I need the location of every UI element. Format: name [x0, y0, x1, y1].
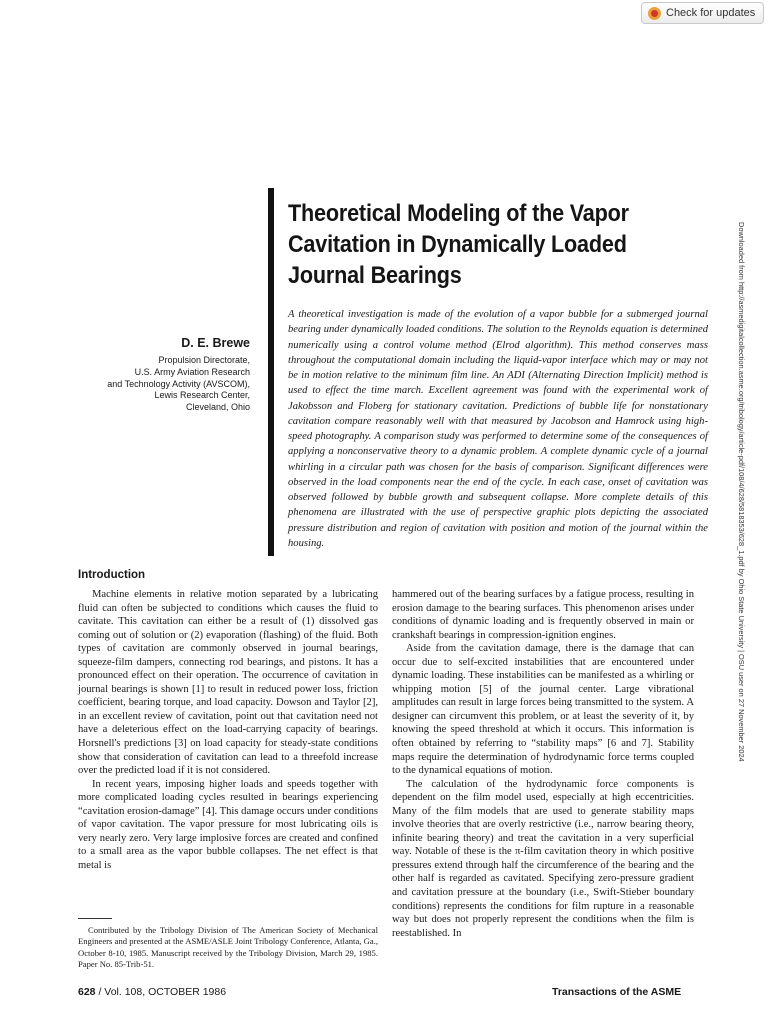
paragraph: Machine elements in relative motion separated by a lubricating fluid can often be subjected to conditions which causes the fluid to cavitate. This cavitation can either be a result of (1) dissolved gas coming out of solution or (2) evaporation (flashing) of the fluid. Both types of cavitation are commonly observed in journal bearings, squeeze-film dampers, connecting rod bearings, and pistons. It has a pronounced effect on their operation. The occurrence of cavitation in journal bearings is shown [1] to result in reduced power loss, friction coefficient, bearing torque, and load capacity. Dowson and Taylor [2], in an excellent review of cavitation, point out that cavitation need not have a deleterious effect on the load-carrying capacity of bearings. Horsnell's predictions [3] on load capacity for steady-state conditions show that consideration of cavitation can lead to a threefold increase over the predicted load if it is not considered. — [78, 589, 378, 777]
check-for-updates-button[interactable] — [641, 2, 764, 24]
download-watermark-text: Downloaded from http://asmedigitalcollection.asme.org/tribology/article-pdf/108/4/628/5818353/628_1.pdf by Ohio State University | OSU user on 27 November 2024 — [737, 222, 746, 762]
affiliation-line: and Technology Activity (AVSCOM), — [107, 378, 250, 389]
title-line-3: Journal Bearings — [288, 262, 462, 289]
left-column — [78, 588, 378, 872]
paragraph: hammered out of the bearing surfaces by a fatigue process, resulting in erosion damage to the bearing surfaces. This phenomenon arises under conditions of dynamic loading and is frequently observed in main or crankshaft bearings in compression-ignition engines. — [392, 589, 694, 641]
paragraph: The calculation of the hydrodynamic force components is dependent on the film model used, especially at high eccentricities. Many of the film models that are used to generate stability maps involve theories that are overly restrictive (i.e., narrow bearing theory, infinite bearing theory) and treat the cavitation in a very superficial way. Notable of these is the π-film cavitation theory in which positive pressures extend through half the circumference of the bearing and the other half is regarded as cavitated. Specifying zero-pressure gradient and cavitation pressure at the boundary (i.e., Swift-Stieber boundary conditions) represents the conditions for film rupture in a reasonable way but does not properly represent the conditions when the film is reestablished. In — [392, 778, 694, 939]
title-line-1: Theoretical Modeling of the Vapor — [288, 200, 629, 227]
affiliation-line: Lewis Research Center, — [154, 390, 250, 401]
footnote: Contributed by the Tribology Division of The American Society of Mechanical Engineers and presented at the ASME/ASLE Joint Tribology Conference, Atlanta, Ga., October 8-10, 1985. Manuscript received by the Tribology Division, March 29, 1985. Paper No. 85-Trib-51. — [78, 925, 378, 969]
affiliation-line: Propulsion Directorate, — [158, 355, 250, 365]
check-for-updates-label: Check for updates — [666, 7, 756, 19]
section-heading-introduction: Introduction — [78, 569, 146, 581]
volume-issue: / Vol. 108, OCTOBER 1986 — [95, 986, 227, 998]
paragraph: In recent years, imposing higher loads and speeds together with more complicated loading cycles resulted in bearings experiencing “cavitation erosion-damage” [4]. This damage occurs under conditions of vapor cavitation. The vapor pressure for most lubricating oils is very nearly zero. Very large implosive forces are created and confined to a small area as the vapor bubble collapses. The net effect is that metal is — [78, 778, 378, 871]
title-line-2: Cavitation in Dynamically Loaded — [288, 231, 627, 258]
paragraph: Aside from the cavitation damage, there is the damage that can occur due to self-excited instabilities that are encountered under dynamic loading. These instabilities can be manifested as a whirling or whipping motion [5] of the journal center. Large vibrational amplitudes can result in large forces being transmitted to the system. A designer can circumvent this problem, or at least the severity of it, by knowing the speed threshold at which it occurs. This information is often obtained by referring to “stability maps” [6 and 7]. Stability maps require the determination of hydrodynamic force terms coupled to the dynamical equations of motion. — [392, 643, 694, 777]
right-column — [392, 588, 694, 940]
page-number: 628 — [78, 986, 96, 998]
footer-journal: Transactions of the ASME — [552, 986, 682, 998]
title-rule — [268, 188, 274, 556]
affiliation-line: Cleveland, Ohio — [185, 402, 250, 413]
footnote-rule — [78, 918, 112, 919]
article-title — [288, 198, 666, 291]
crossmark-icon — [648, 7, 661, 20]
author-name: D. E. Brewe — [181, 336, 250, 350]
author-block — [72, 336, 250, 414]
abstract: A theoretical investigation is made of the evolution of a vapor bubble for a submerged journal bearing under dynamically loaded conditions. The solution to the Reynolds equation is determined numerically using a control volume method (Elrod algorithm). This method conserves mass throughout the computational domain including the liquid-vapor interface which may or may not be in motion relative to the minimum film line. An ADI (Alternating Direction Implicit) method is used to effect the time march. Excellent agreement was found with the experimental work of Jakobsson and Floberg for stationary cavitation. Predictions of bubble life for nonstationary cavitation compare reasonably well with that measured by Jacobson and Hamrock using high-speed photography. A comparison study was performed to determine some of the consequences of applying a nonconservative theory to a dynamic problem. A complete dynamic cycle of a journal whirling in a circular path was chosen for the basis of comparison. Significant differences were observed in the load components near the end of the cycle. In each case, onset of cavitation was observed followed by bubble growth and subsequent collapse. More complete details of this phenomena are illustrated with the use of perspective graphic plots depicting the associated pressure distribution and region of cavitation with position and motion of the journal within the housing. — [288, 309, 708, 549]
footer-page-info — [78, 986, 226, 998]
author-affiliation — [72, 355, 250, 414]
affiliation-line: U.S. Army Aviation Research — [134, 366, 250, 377]
download-watermark — [734, 222, 746, 834]
